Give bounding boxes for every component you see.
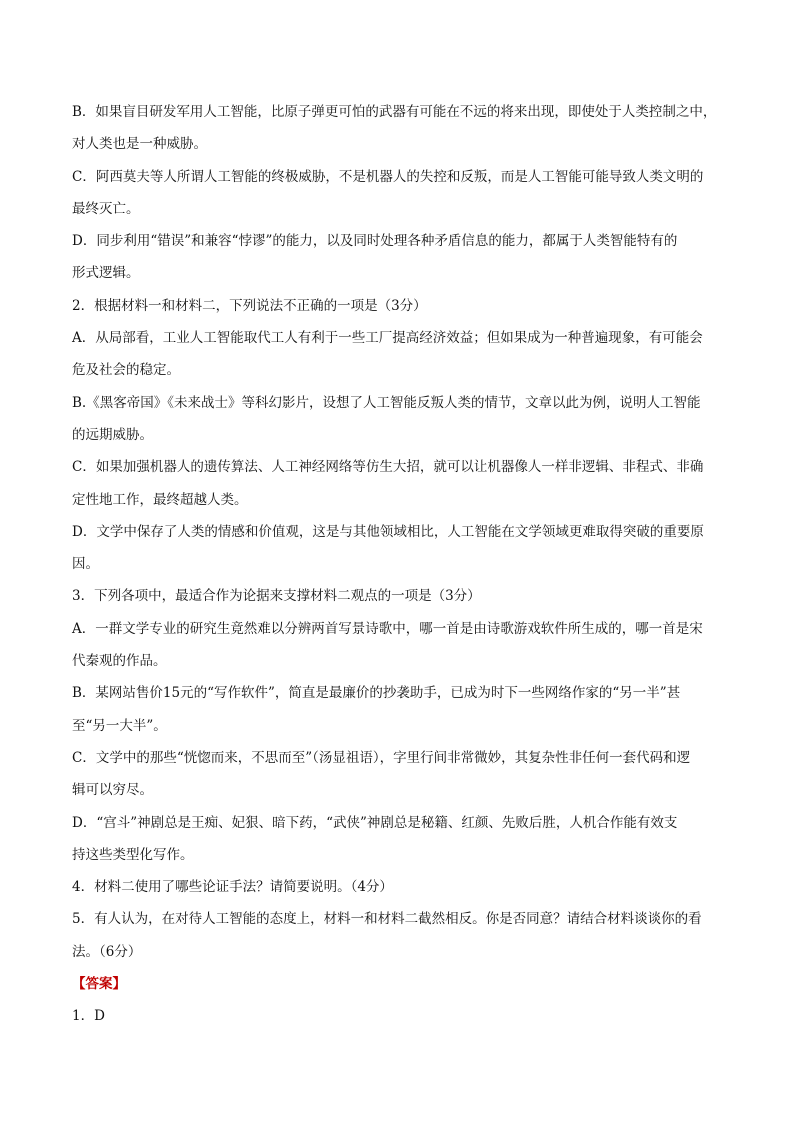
text-line: 至“另一大半”。 [72,717,167,734]
text-line: 的远期威胁。 [72,426,153,443]
answer-1: 1．D [72,1008,105,1025]
answer-label: 【答案】 [72,976,126,993]
text-line: 持这些类型化写作。 [72,846,194,863]
text-line: D．“宫斗”神剧总是王痴、妃狠、暗下药，“武侠”神剧总是秘籍、红颜、先败后胜，人机合作能有效支 [72,814,678,831]
question-2: 2．根据材料一和材料二，下列说法不正确的一项是（3分） [72,297,427,314]
text-line: B．如果盲目研发军用人工智能，比原子弹更可怕的武器有可能在不远的将来出现，即使处于人类控制之中， [72,104,717,120]
text-line: 定性地工作，最终超越人类。 [72,491,248,508]
text-line: C．阿西莫夫等人所谓人工智能的终极威胁，不是机器人的失控和反叛，而是人工智能可能导致人类文明的 [72,168,704,185]
text-line: 最终灭亡。 [72,200,140,217]
text-line: 法。（6分） [72,943,142,960]
text-line: D．文学中保存了人类的情感和价值观，这是与其他领域相比，人工智能在文学领域更难取得突破的重要原 [72,523,704,540]
document-page [72,96,738,1033]
text-line: B．某网站售价15元的“写作软件”，简直是最廉价的抄袭助手，已成为时下一些网络作家的“另一半”甚 [72,685,681,702]
text-line: 对人类也是一种威胁。 [72,136,207,153]
text-line: A．一群文学专业的研究生竟然难以分辨两首写景诗歌中，哪一首是由诗歌游戏软件所生成的，哪一首是宋 [72,620,703,637]
text-line: 因。 [72,556,99,573]
question-3: 3．下列各项中，最适合作为论据来支撑材料二观点的一项是（3分） [72,588,481,605]
text-line: 危及社会的稳定。 [72,362,180,379]
text-line: C．如果加强机器人的遗传算法、人工神经网络等仿生大招，就可以让机器像人一样非逻辑、非程式、非确 [72,459,704,476]
text-line: 形式逻辑。 [72,265,140,282]
question-4: 4．材料二使用了哪些论证手法？请简要说明。（4分） [72,879,393,896]
question-5: 5．有人认为，在对待人工智能的态度上，材料一和材料二截然相反。你是否同意？请结合材料谈谈你的看 [72,911,702,928]
text-line: D．同步利用“错误”和兼容“悖谬”的能力，以及同时处理各种矛盾信息的能力，都属于人类智能特有的 [72,233,678,250]
text-line: 代秦观的作品。 [72,653,167,670]
text-line: 辑可以穷尽。 [72,782,153,799]
text-line: C．文学中的那些“恍惚而来，不思而至”（汤显祖语），字里行间非常微妙，其复杂性非任何一套代码和逻 [72,749,691,766]
text-line: B.《黑客帝国》《未来战士》等科幻影片，设想了人工智能反叛人类的情节，文章以此为例，说明人工智能 [72,394,701,411]
text-line: A．从局部看，工业人工智能取代工人有利于一些工厂提高经济效益；但如果成为一种普遍现象，有可能会 [72,330,703,347]
